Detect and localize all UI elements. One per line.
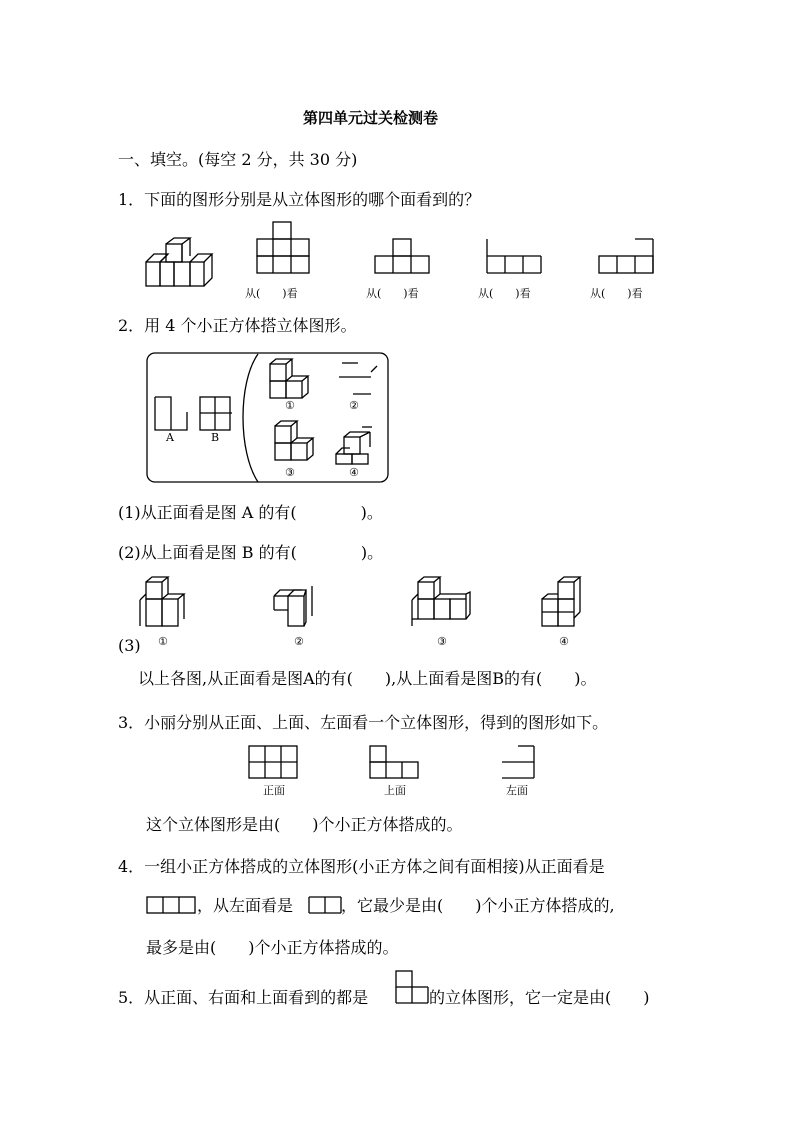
question-2-sub-2: (2)从上面看是图 B 的有( )。 [118,543,384,562]
question-1-text: 1．下面的图形分别是从立体图形的哪个面看到的？ [118,190,481,209]
q1-view-3 [485,237,543,277]
question-5-line-1b: 的立体图形，它一定是由( ) [429,988,650,1007]
question-3-answer: 这个立体图形是由( )个小正方体搭成的。 [146,815,463,834]
q2-3-circled-1: ① [158,635,168,648]
q3-caption-front: 正面 [263,784,285,797]
q1-view-1 [255,220,311,276]
question-4-line-2a: ，从左面看是 [197,896,294,915]
q5-view-icon [394,969,430,1005]
page-title: 第四单元过关检测卷 [303,109,439,127]
q2-label-a: A [166,431,174,444]
q2-3-solid-3 [410,574,472,628]
q3-caption-top: 上面 [384,784,406,797]
question-2-sub-1: (1)从正面看是图 A 的有( )。 [118,503,383,522]
q1-solid-figure [144,240,216,290]
question-4-line-3: 最多是由( )个小正方体搭成的。 [146,938,399,957]
q2-3-circled-4: ④ [559,635,569,648]
q3-top-view [368,744,420,780]
q2-label-b: B [211,431,220,444]
q2-circled-4: ④ [349,466,359,479]
q1-caption-1: 从( )看 [245,287,298,300]
q2-3-solid-2 [272,586,322,630]
q1-caption-3: 从( )看 [478,287,531,300]
q1-caption-2: 从( )看 [366,287,419,300]
question-3-text: 3．小丽分别从正面、上面、左面看一个立体图形，得到的图形如下。 [118,713,609,732]
q2-3-solid-4 [540,574,596,630]
q2-3-circled-3: ③ [437,635,447,648]
section-heading: 一、填空。(每空 2 分，共 30 分) [118,150,358,169]
q1-view-2 [373,237,431,277]
q2-3-solid-1 [138,574,188,628]
question-4-line-2b: ，它最少是由( )个小正方体搭成的, [341,896,615,915]
q3-caption-left: 左面 [506,784,528,797]
q2-3-circled-2: ② [294,635,304,648]
q2-circled-1: ① [285,399,295,412]
q2-figure-box [146,352,390,484]
q4-front-view-icon [145,895,197,915]
q3-front-view [247,744,299,780]
question-4-line-1: 4．一组小正方体搭成的立体图形(小正方体之间有面相接)从正面看是 [118,857,605,876]
question-5-line-1a: 5．从正面、右面和上面看到的都是 [118,988,369,1007]
q2-circled-3: ③ [285,466,295,479]
q2-circled-2: ② [349,399,359,412]
q3-left-view [500,744,536,780]
q1-caption-4: 从( )看 [590,287,643,300]
q4-left-view-icon [307,895,343,915]
question-2-text: 2．用 4 个小正方体搭立体图形。 [118,316,357,335]
question-2-sub-3-label: (3) [118,636,141,655]
q1-view-4 [597,237,655,277]
question-2-sub-3-text: 以上各图,从正面看是图A的有( ),从上面看是图B的有( )。 [138,669,597,688]
